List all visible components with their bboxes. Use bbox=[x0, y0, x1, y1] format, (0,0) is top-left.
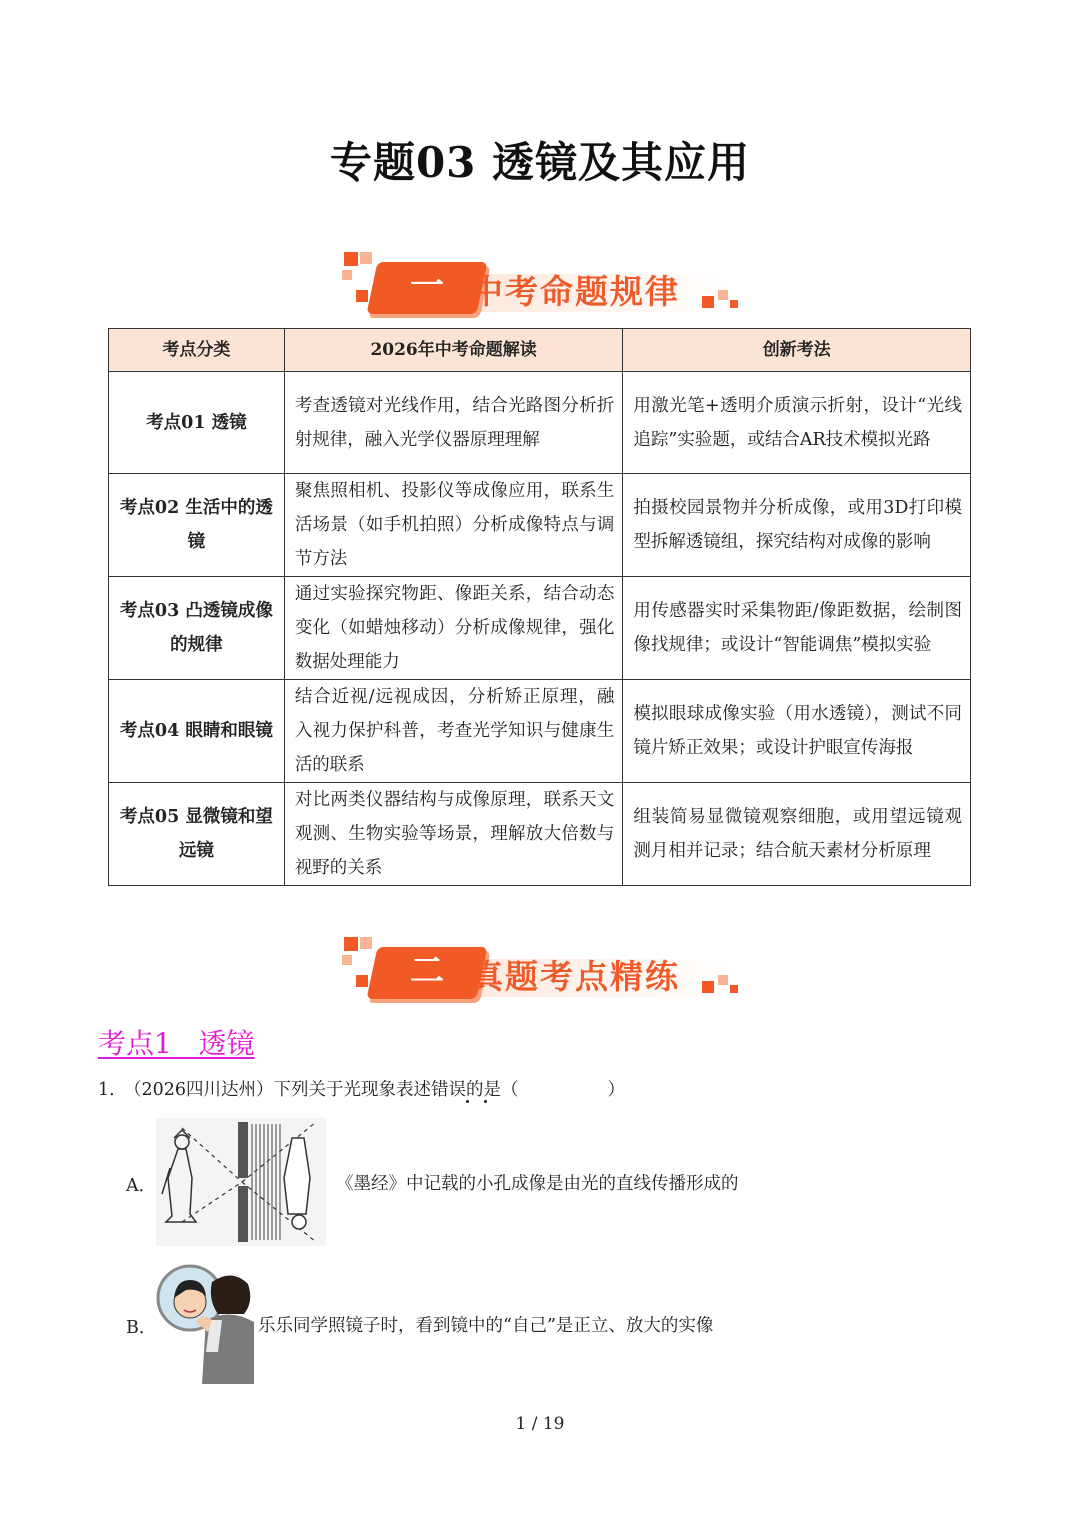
option-text: 《墨经》中记载的小孔成像是由光的直线传播形成的 bbox=[336, 1174, 739, 1194]
interpretation-cell: 考查透镜对光线作用，结合光路图分析折射规律，融入光学仪器原理理解 bbox=[284, 372, 623, 474]
table-row bbox=[109, 372, 971, 474]
section-banner-2 bbox=[330, 937, 750, 1009]
section-label: 中考命题规律 bbox=[470, 272, 680, 311]
interpretation-cell: 聚焦照相机、投影仪等成像应用，联系生活场景（如手机拍照）分析成像特点与调节方法 bbox=[284, 474, 623, 577]
interpretation-cell: 对比两类仪器结构与成像原理，联系天文观测、生物实验等场景，理解放大倍数与视野的关系 bbox=[284, 783, 623, 886]
column-header: 创新考法 bbox=[623, 329, 971, 372]
column-header: 2026年中考命题解读 bbox=[284, 329, 623, 372]
emphasis-dot bbox=[466, 1100, 469, 1103]
exam-rules-table bbox=[108, 328, 971, 886]
option-text: 乐乐同学照镜子时，看到镜中的“自己”是正立、放大的实像 bbox=[258, 1316, 714, 1336]
innovation-cell: 用激光笔+透明介质演示折射，设计“光线追踪”实验题，或结合AR技术模拟光路 bbox=[623, 372, 971, 474]
page-title: 专题03 透镜及其应用 bbox=[329, 138, 751, 187]
kaodian-heading: 考点1 透镜 bbox=[98, 1027, 255, 1060]
emphasis-dot bbox=[484, 1100, 487, 1103]
question-stem: （2026四川达州）下列关于光现象表述错误的是（ ） bbox=[124, 1080, 626, 1100]
table-row bbox=[109, 577, 971, 680]
section-number: 二 bbox=[410, 951, 444, 991]
mirror-boy-illustration bbox=[156, 1262, 256, 1384]
section-number: 一 bbox=[410, 266, 444, 306]
option-letter: A． bbox=[126, 1176, 157, 1196]
category-cell: 考点03 凸透镜成像的规律 bbox=[109, 577, 285, 680]
pinhole-imaging-illustration bbox=[156, 1118, 326, 1246]
innovation-cell: 拍摄校园景物并分析成像，或用3D打印模型拆解透镜组，探究结构对成像的影响 bbox=[623, 474, 971, 577]
column-header: 考点分类 bbox=[109, 329, 285, 372]
table-row bbox=[109, 783, 971, 886]
table-row bbox=[109, 680, 971, 783]
category-cell: 考点05 显微镜和望远镜 bbox=[109, 783, 285, 886]
option-letter: B． bbox=[126, 1318, 157, 1338]
table-header-row bbox=[109, 329, 971, 372]
category-cell: 考点01 透镜 bbox=[109, 372, 285, 474]
interpretation-cell: 结合近视/远视成因，分析矫正原理，融入视力保护科普，考查光学知识与健康生活的联系 bbox=[284, 680, 623, 783]
section-banner-1 bbox=[330, 252, 750, 324]
section-label: 真题考点精练 bbox=[470, 957, 680, 996]
category-cell: 考点02 生活中的透镜 bbox=[109, 474, 285, 577]
table-row bbox=[109, 474, 971, 577]
question-number: 1． bbox=[98, 1080, 127, 1100]
page-number: 1 / 19 bbox=[515, 1414, 565, 1434]
innovation-cell: 组装简易显微镜观察细胞，或用望远镜观测月相并记录；结合航天素材分析原理 bbox=[623, 783, 971, 886]
innovation-cell: 用传感器实时采集物距/像距数据，绘制图像找规律；或设计“智能调焦”模拟实验 bbox=[623, 577, 971, 680]
innovation-cell: 模拟眼球成像实验（用水透镜），测试不同镜片矫正效果；或设计护眼宣传海报 bbox=[623, 680, 971, 783]
interpretation-cell: 通过实验探究物距、像距关系，结合动态变化（如蜡烛移动）分析成像规律，强化数据处理能力 bbox=[284, 577, 623, 680]
category-cell: 考点04 眼睛和眼镜 bbox=[109, 680, 285, 783]
